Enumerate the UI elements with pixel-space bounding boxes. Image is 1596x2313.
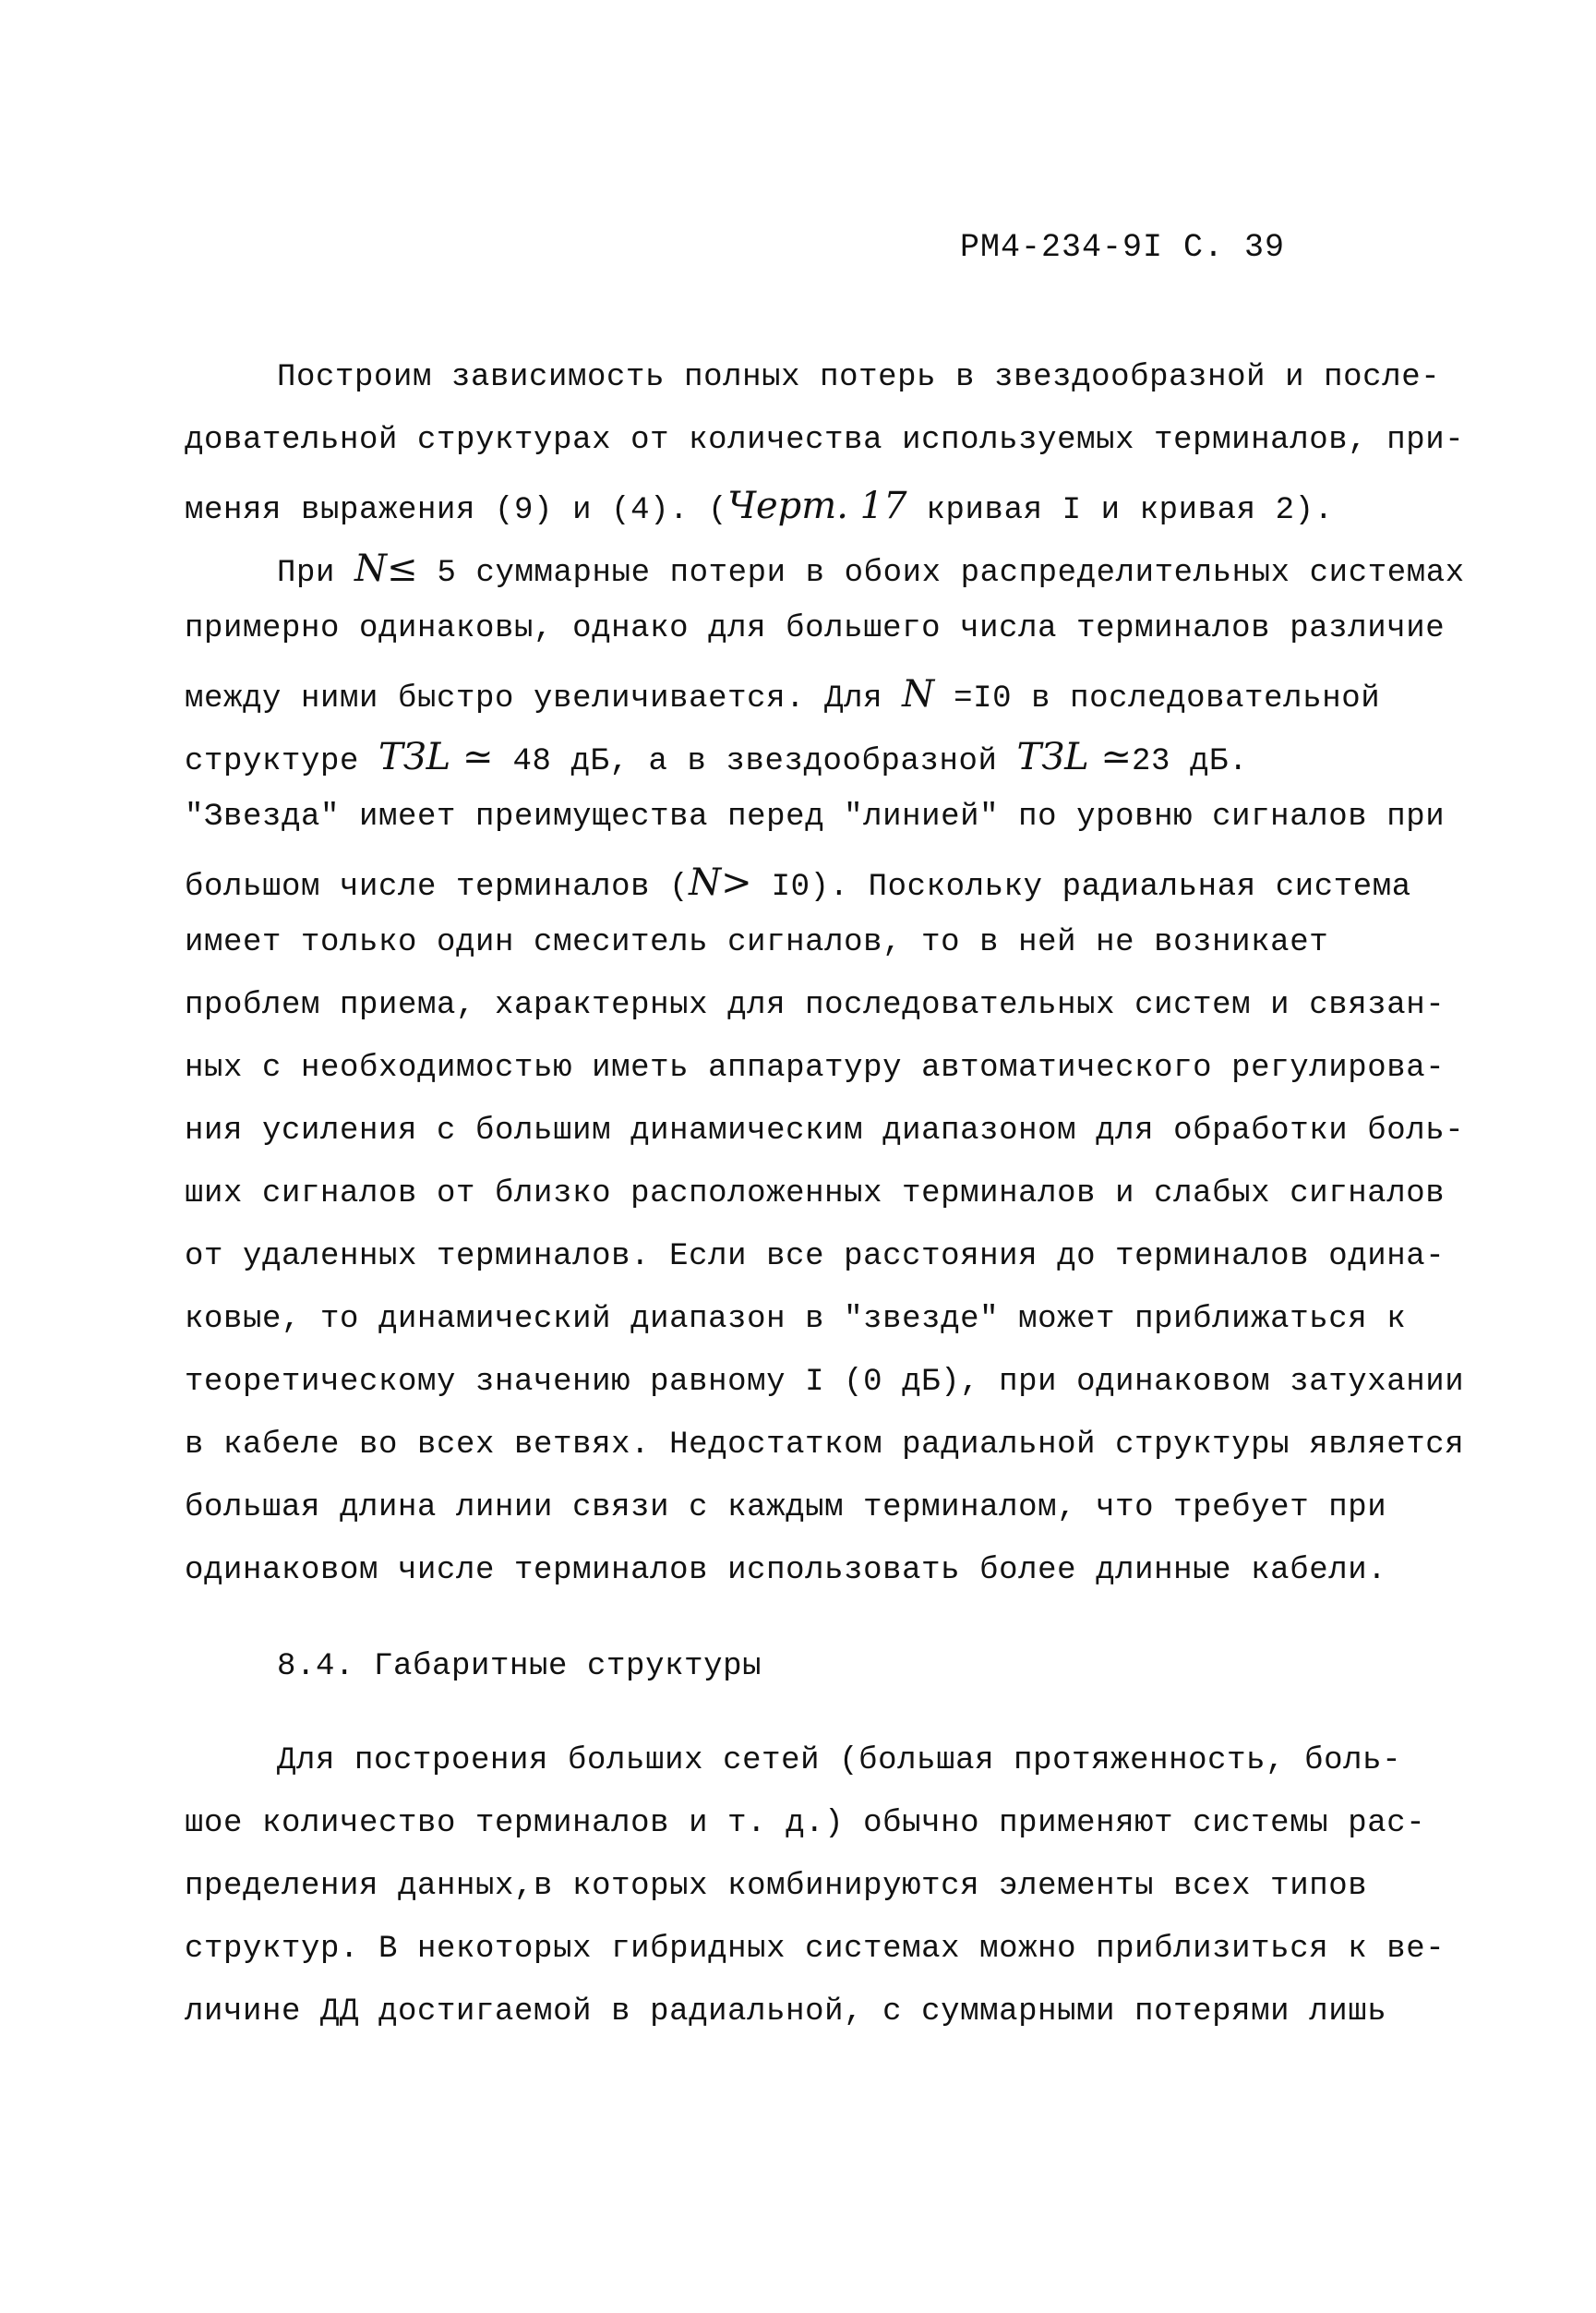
text-segment: 48 дБ, а в звездообразной [493, 744, 1017, 779]
paragraph-1-line-1: Построим зависимость полных потерь в звездообразной и после- [277, 360, 1441, 395]
paragraph-1-line-2: довательной структурах от количества используемых терминалов, при- [185, 423, 1465, 458]
paragraph-2-line-1 [277, 550, 1465, 589]
handwritten-symbol: ТЗL ≃ [1016, 736, 1132, 778]
text-segment: =I0 в последовательной [934, 681, 1381, 717]
handwritten-symbol: N> [689, 861, 752, 904]
text-segment: большом числе терминалов ( [185, 870, 690, 905]
handwritten-symbol: ТЗL ≃ [378, 736, 494, 778]
paragraph-3-line-1: Для построения больших сетей (большая протяженность, боль- [277, 1743, 1402, 1778]
text-segment: I0). Поскольку радиальная система [751, 870, 1411, 905]
paragraph-2-line-14: теоретическому значению равному I (0 дБ), при одинаковом затухании [185, 1365, 1465, 1400]
paragraph-2-line-8: проблем приема, характерных для последовательных систем и связан- [185, 988, 1446, 1023]
paragraph-2-line-12: от удаленных терминалов. Если все расстояния до терминалов одина- [185, 1239, 1446, 1274]
handwritten-figure-ref: Черт. 17 [727, 485, 907, 527]
paragraph-2-line-2: примерно одинаковы, однако для большего числа терминалов различие [185, 611, 1446, 646]
paragraph-2-line-5: "Звезда" имеет преимущества перед "линией" по уровню сигналов при [185, 800, 1446, 835]
page-header: РМ4-234-9I С. 39 [960, 229, 1286, 266]
paragraph-2-line-4 [185, 736, 1248, 779]
text-segment: 5 суммарные потери в обоих распределительных системах [417, 556, 1465, 591]
paragraph-3-line-5: личине ДД достигаемой в радиальной, с суммарными потерями лишь [185, 1994, 1387, 2030]
paragraph-2-line-13: ковые, то динамический диапазон в "звезде" может приближаться к [185, 1302, 1407, 1337]
text-segment: 23 дБ. [1131, 744, 1248, 779]
section-heading: 8.4. Габаритные структуры [277, 1649, 762, 1684]
text-segment: структуре [185, 744, 379, 779]
handwritten-symbol: N≤ [354, 548, 418, 590]
handwritten-symbol: N [902, 673, 935, 716]
paragraph-2-line-10: ния усиления с большим динамическим диапазоном для обработки боль- [185, 1114, 1465, 1149]
text-segment: кривая I и кривая 2). [906, 493, 1334, 528]
text-segment: меняя выражения (9) и (4). ( [185, 493, 728, 528]
paragraph-2-line-17: одинаковом числе терминалов использовать более длинные кабели. [185, 1553, 1387, 1588]
paragraph-2-line-3 [185, 673, 1381, 717]
paragraph-3-line-4: структур. В некоторых гибридных системах можно приблизиться к ве- [185, 1932, 1446, 1967]
paragraph-2-line-9: ных с необходимостью иметь аппаратуру автоматического регулирова- [185, 1051, 1446, 1086]
paragraph-3-line-3: пределения данных,в которых комбинируются элементы всех типов [185, 1869, 1368, 1904]
text-segment: между ними быстро увеличивается. Для [185, 681, 903, 717]
paragraph-2-line-6 [185, 861, 1411, 905]
paragraph-2-line-15: в кабеле во всех ветвях. Недостатком радиальной структуры является [185, 1428, 1465, 1463]
text-segment: При [277, 556, 355, 591]
paragraph-2-line-7: имеет только один смеситель сигналов, то в ней не возникает [185, 925, 1329, 960]
paragraph-1-line-3 [185, 485, 1334, 528]
paragraph-3-line-2: шое количество терминалов и т. д.) обычно применяют системы рас- [185, 1806, 1426, 1841]
paragraph-2-line-16: большая длина линии связи с каждым терминалом, что требует при [185, 1490, 1387, 1525]
paragraph-2-line-11: ших сигналов от близко расположенных терминалов и слабых сигналов [185, 1176, 1446, 1211]
